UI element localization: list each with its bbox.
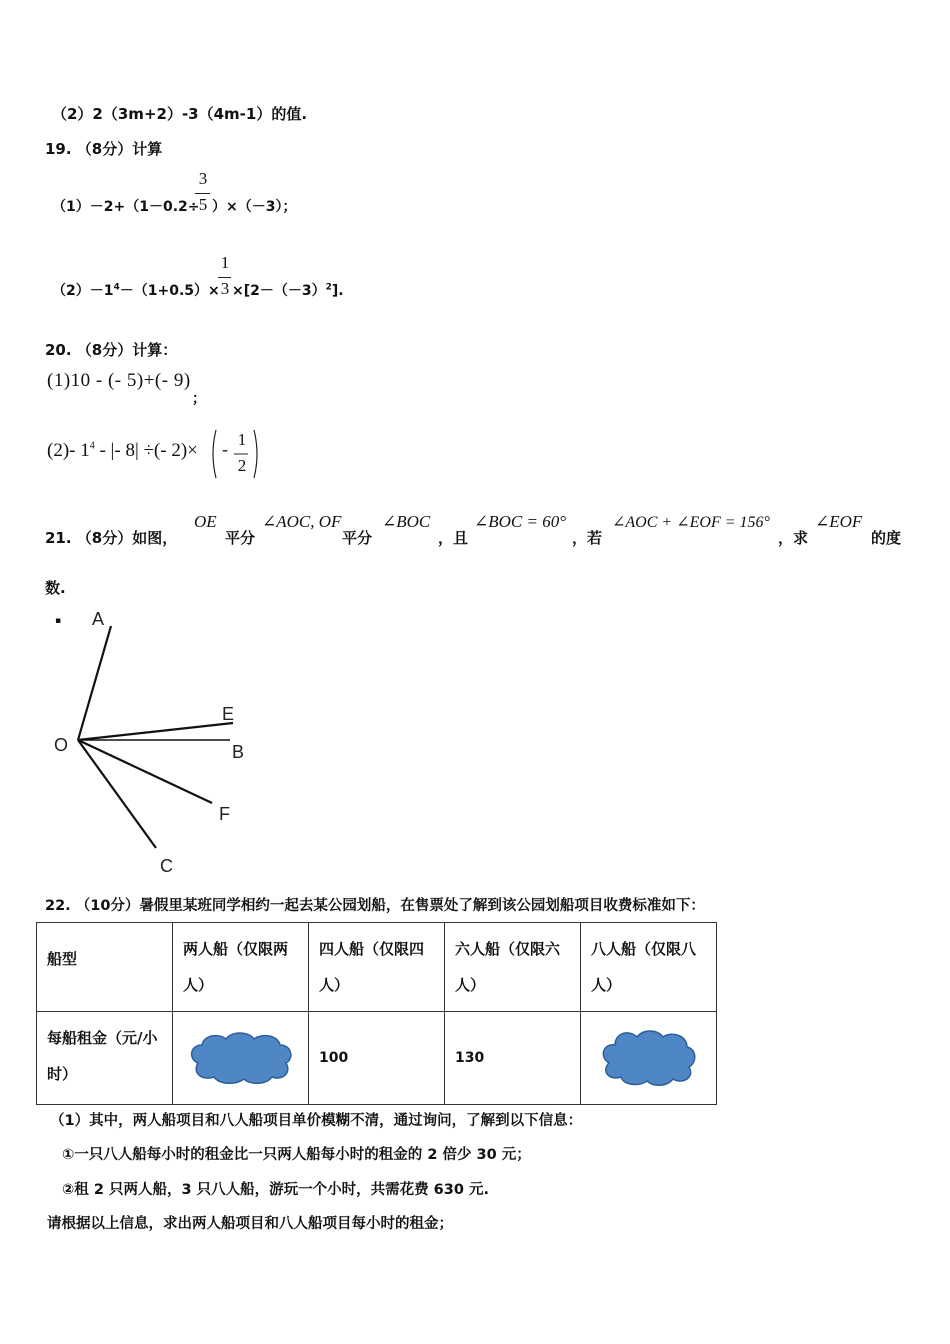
header-label-cell	[37, 923, 173, 1012]
q20-part2-sign: -	[222, 439, 228, 459]
boat-type-six: 六人船（仅限六人）	[455, 940, 561, 994]
q19-part2-fraction-denominator: 3	[220, 279, 230, 298]
q22-ask: 请根据以上信息，求出两人船项目和八人船项目每小时的租金；	[47, 1216, 453, 1232]
ray-oc	[78, 740, 156, 848]
label-c: C	[160, 856, 173, 876]
row-label-cell	[37, 1012, 173, 1105]
boat-type-four: 四人船（仅限四人）	[319, 940, 425, 994]
price-cell	[445, 1012, 581, 1105]
q22-info1: ①一只八人船每小时的租金比一只两人船每小时的租金的 2 倍少 30 元；	[62, 1147, 531, 1163]
boat-type-eight: 八人船（仅限八人）	[591, 940, 697, 994]
row-label: 每船租金（元/小时）	[47, 1029, 158, 1083]
price-six: 130	[455, 1050, 485, 1066]
price-cell-blurred	[581, 1012, 717, 1105]
q19-part2-fraction-bar	[218, 277, 231, 278]
table-row	[37, 1012, 717, 1105]
q21-label: 21. （8分）如图，	[45, 529, 178, 547]
q20-part2-expression: (2)- $1^4$ - |- 8| ÷(- 2)×	[47, 440, 198, 461]
boat-type-cell	[445, 923, 581, 1012]
q21-bisects-2: 平分	[342, 529, 373, 547]
price-cell-blurred	[173, 1012, 309, 1105]
q19-part2-prefix: $(2)-1^4-(1+0.5)\times$	[52, 282, 220, 299]
label-f: F	[219, 804, 230, 824]
label-b: B	[232, 742, 245, 762]
q19-title: 19. （8分）计算	[45, 140, 163, 158]
boat-type-cell	[309, 923, 445, 1012]
q21-find: ，求	[778, 529, 809, 547]
q20-part1-end: ；	[192, 391, 206, 407]
q21-aoc-of: ∠AOC, OF	[262, 512, 342, 531]
q18-part2: （2）2（3m+2）-3（4m-1）的值.	[52, 105, 308, 123]
boat-type-cell	[173, 923, 309, 1012]
cloud-icon	[599, 1027, 699, 1089]
q19-part1-fraction-bar	[195, 193, 210, 194]
q22-title: 22. （10分）暑假里某班同学相约一起去某公园划船，在售票处了解到该公园划船项目收费标准如下：	[45, 898, 705, 914]
header-label: 船型	[47, 950, 78, 968]
q21-boc: ∠BOC	[382, 512, 431, 531]
q19-part2-fraction-numerator: 1	[220, 253, 230, 272]
boat-type-cell	[581, 923, 717, 1012]
ray-of	[78, 740, 212, 803]
cloud-shape	[181, 1020, 298, 1096]
q20-part1-expression: (1)10 - (- 5)+(- 9)	[47, 370, 191, 391]
q21-sum-equation: ∠AOC + ∠EOF = 156°	[612, 514, 770, 531]
q21-boc-equation: ∠BOC = 60°	[474, 512, 567, 531]
label-e: E	[222, 704, 235, 724]
table-row	[37, 923, 717, 1012]
q21-oe: OE	[194, 512, 217, 531]
q21-line2: 数.	[45, 579, 66, 597]
q19-part1-suffix: ）×（－3）；	[212, 199, 297, 215]
q21-eof: ∠EOF	[815, 512, 863, 531]
q21-if: ，若	[572, 529, 603, 547]
q19-part1-fraction-numerator: 3	[198, 169, 208, 188]
cloud-shape	[591, 1020, 706, 1096]
q20-title: 20. （8分）计算：	[45, 341, 178, 359]
label-a: A	[92, 609, 105, 629]
price-cell	[309, 1012, 445, 1105]
ray-oa	[78, 626, 111, 740]
price-four: 100	[319, 1050, 349, 1066]
q20-part2-fraction-numerator: 1	[237, 430, 247, 449]
boat-type-two: 两人船（仅限两人）	[183, 940, 289, 994]
q19-part2-suffix: $\times[2-(-3)^2]$.	[232, 282, 344, 299]
angle-figure	[40, 600, 270, 885]
figure-dot: ▪	[55, 616, 62, 626]
q19-part1-fraction-denominator: 5	[198, 195, 208, 214]
q22-info2: ②租 2 只两人船，3 只八人船，游玩一个小时，共需花费 630 元.	[62, 1182, 489, 1198]
q22-part1: （1）其中，两人船项目和八人船项目单价模糊不清，通过询问，了解到以下信息：	[50, 1113, 583, 1129]
q20-part2-fraction-denominator: 2	[237, 456, 247, 475]
q21-bisects-1: 平分	[225, 529, 256, 547]
cloud-icon	[186, 1029, 294, 1087]
fee-table	[36, 922, 717, 1105]
ray-oe	[78, 723, 233, 740]
label-o: O	[54, 735, 69, 755]
q19-part1-prefix: （1）－2+（1－0.2÷	[52, 199, 200, 215]
q21-degree: 的度	[871, 529, 902, 547]
q21-and: ，且	[438, 529, 469, 547]
